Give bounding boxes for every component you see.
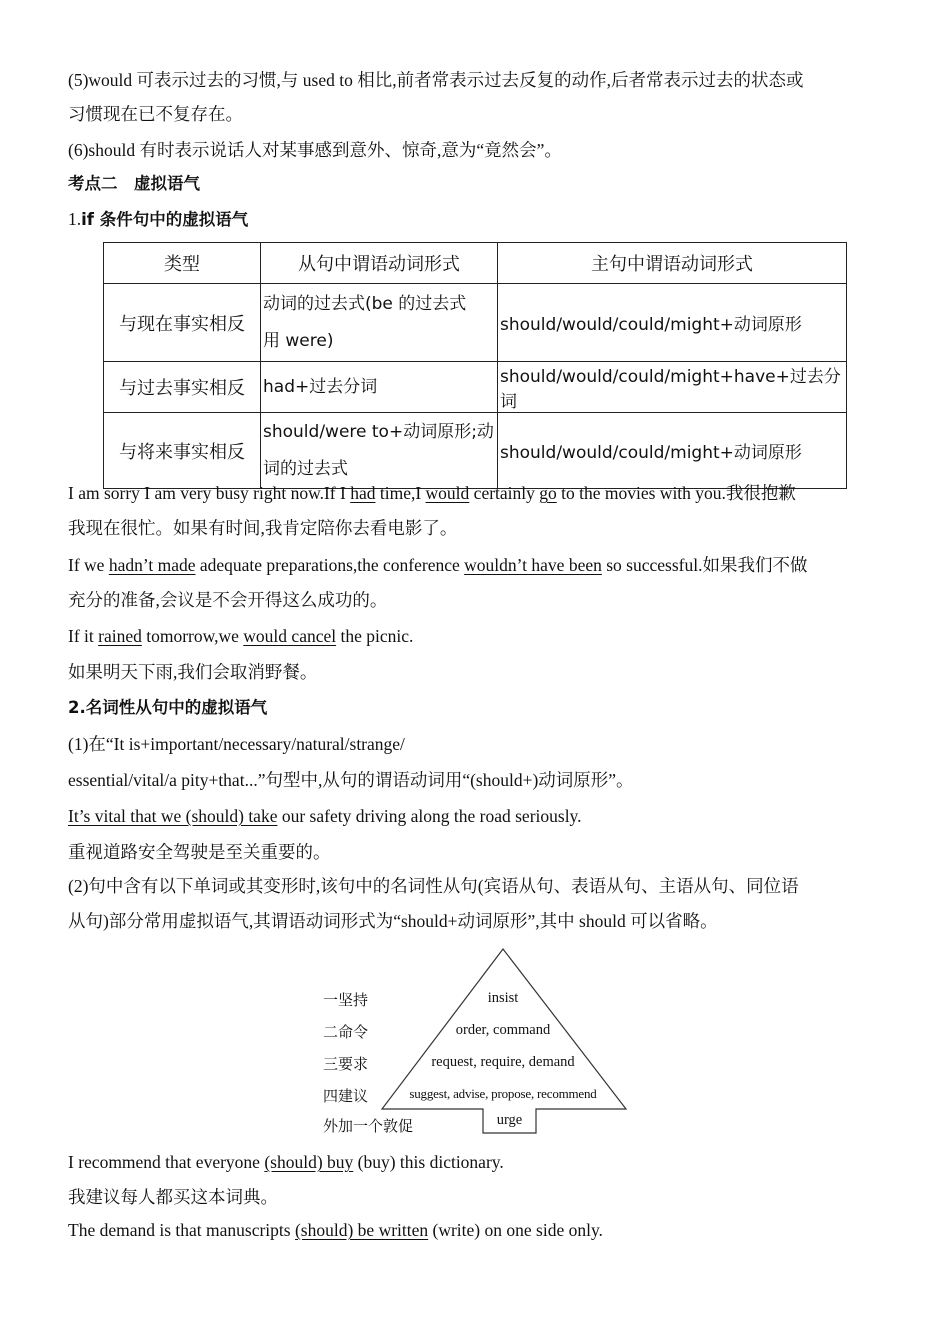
table-cell-main: should/would/could/might+动词原形 — [498, 284, 847, 362]
triangle-label: 外加一个敦促 — [323, 1117, 414, 1135]
answer-underline: (should) buy — [264, 1152, 354, 1172]
table-header-main: 主句中谓语动词形式 — [498, 243, 847, 284]
text: If it — [68, 626, 99, 646]
subjunctive-table — [103, 242, 847, 489]
triangle-word: insist — [487, 990, 519, 1006]
example-if-3-translation: 如果明天下雨,我们会取消野餐。 — [68, 662, 318, 682]
table-row — [104, 284, 847, 362]
table-cell-clause — [261, 284, 498, 362]
subsection-title-if — [68, 207, 248, 232]
answer-underline: (should) be written — [294, 1220, 429, 1240]
triangle-label: 四建议 — [323, 1087, 369, 1105]
answer-underline: hadn’t made — [108, 555, 196, 575]
table-cell-clause — [261, 413, 498, 489]
text: I am sorry I am very busy right now.If I — [68, 483, 351, 503]
paragraph-would-line2: 习惯现在已不复存在。 — [68, 104, 243, 124]
example-if-1-translation: 我现在很忙。如果有时间,我肯定陪你去看电影了。 — [68, 518, 458, 538]
table-header-clause: 从句中谓语动词形式 — [261, 243, 498, 284]
answer-underline: rained — [98, 626, 142, 646]
paragraph-nominal-1-line1: (1)在“It is+important/necessary/natural/strange/ — [68, 734, 405, 754]
text: I recommend that everyone — [68, 1152, 265, 1172]
clause-line: had+过去分词 — [263, 376, 378, 397]
example-if-2 — [68, 553, 807, 577]
paragraph-nominal-2-line2: 从句)部分常用虚拟语气,其谓语动词形式为“should+动词原形”,其中 should 可以省略。 — [68, 911, 718, 931]
text: adequate preparations,the conference — [195, 555, 465, 575]
answer-underline: had — [350, 483, 376, 503]
clause-line: 词的过去式 — [263, 458, 348, 479]
table-cell-type: 与将来事实相反 — [104, 413, 261, 489]
mnemonic-triangle-diagram — [318, 947, 638, 1137]
text: (write) on one side only. — [428, 1220, 603, 1240]
triangle-label: 二命令 — [323, 1023, 369, 1041]
table-row — [104, 413, 847, 489]
table-cell-type: 与过去事实相反 — [104, 362, 261, 413]
triangle-word: suggest, advise, propose, recommend — [409, 1086, 597, 1101]
text: to the movies with you.我很抱歉 — [556, 483, 796, 503]
text: so successful.如果我们不做 — [601, 555, 808, 575]
triangle-word: urge — [496, 1112, 523, 1128]
text: tomorrow,we — [141, 626, 244, 646]
text: The demand is that manuscripts — [68, 1220, 295, 1240]
triangle-word: request, require, demand — [431, 1054, 575, 1070]
section-title-subjunctive: 考点二 虚拟语气 — [68, 174, 200, 193]
table-cell-main: should/would/could/might+have+过去分词 — [498, 362, 847, 413]
example-if-1 — [68, 481, 796, 505]
clause-line: 用 were) — [263, 330, 334, 351]
triangle-arrow-shape — [318, 947, 638, 1137]
table-cell-type: 与现在事实相反 — [104, 284, 261, 362]
example-nominal-1 — [68, 804, 582, 828]
example-if-2-translation: 充分的准备,会议是不会开得这么成功的。 — [68, 590, 388, 610]
table-header-row — [104, 243, 847, 284]
answer-underline: would — [425, 483, 470, 503]
text: the picnic. — [336, 626, 414, 646]
example-demand — [68, 1218, 603, 1242]
subsection-number: 1. — [68, 209, 82, 229]
answer-underline: go — [539, 483, 557, 503]
example-recommend-translation: 我建议每人都买这本词典。 — [68, 1187, 278, 1207]
text: (buy) this dictionary. — [353, 1152, 504, 1172]
paragraph-would-line1: (5)would 可表示过去的习惯,与 used to 相比,前者常表示过去反复的动作,后者常表示过去的状态或 — [68, 70, 804, 90]
example-if-3 — [68, 624, 413, 648]
table-row — [104, 362, 847, 413]
answer-underline: would cancel — [243, 626, 337, 646]
table-cell-clause — [261, 362, 498, 413]
text: If we — [68, 555, 109, 575]
triangle-label: 三要求 — [323, 1055, 369, 1073]
paragraph-should: (6)should 有时表示说话人对某事感到意外、惊奇,意为“竟然会”。 — [68, 140, 562, 160]
table-cell-main: should/would/could/might+动词原形 — [498, 413, 847, 489]
table-header-type: 类型 — [104, 243, 261, 284]
text: certainly — [469, 483, 540, 503]
text: time,I — [375, 483, 426, 503]
text: our safety driving along the road seriously. — [277, 806, 582, 826]
paragraph-nominal-2-line1: (2)句中含有以下单词或其变形时,该句中的名词性从句(宾语从句、表语从句、主语从句、同位语 — [68, 876, 799, 896]
triangle-label: 一坚持 — [323, 991, 369, 1009]
paragraph-nominal-1-line2: essential/vital/a pity+that...”句型中,从句的谓语动词用“(should+)动词原形”。 — [68, 770, 634, 790]
subsection-title-text: if 条件句中的虚拟语气 — [81, 210, 249, 229]
example-nominal-1-translation: 重视道路安全驾驶是至关重要的。 — [68, 842, 331, 862]
answer-underline: wouldn’t have been — [464, 555, 602, 575]
clause-line: should/were to+动词原形;动 — [263, 421, 494, 442]
clause-line: 动词的过去式(be 的过去式 — [263, 293, 467, 314]
example-recommend — [68, 1150, 504, 1174]
subsection-title-nominal: 2.名词性从句中的虚拟语气 — [68, 698, 268, 717]
triangle-word: order, command — [455, 1022, 551, 1038]
answer-underline: It’s vital that we (should) take — [68, 806, 278, 826]
